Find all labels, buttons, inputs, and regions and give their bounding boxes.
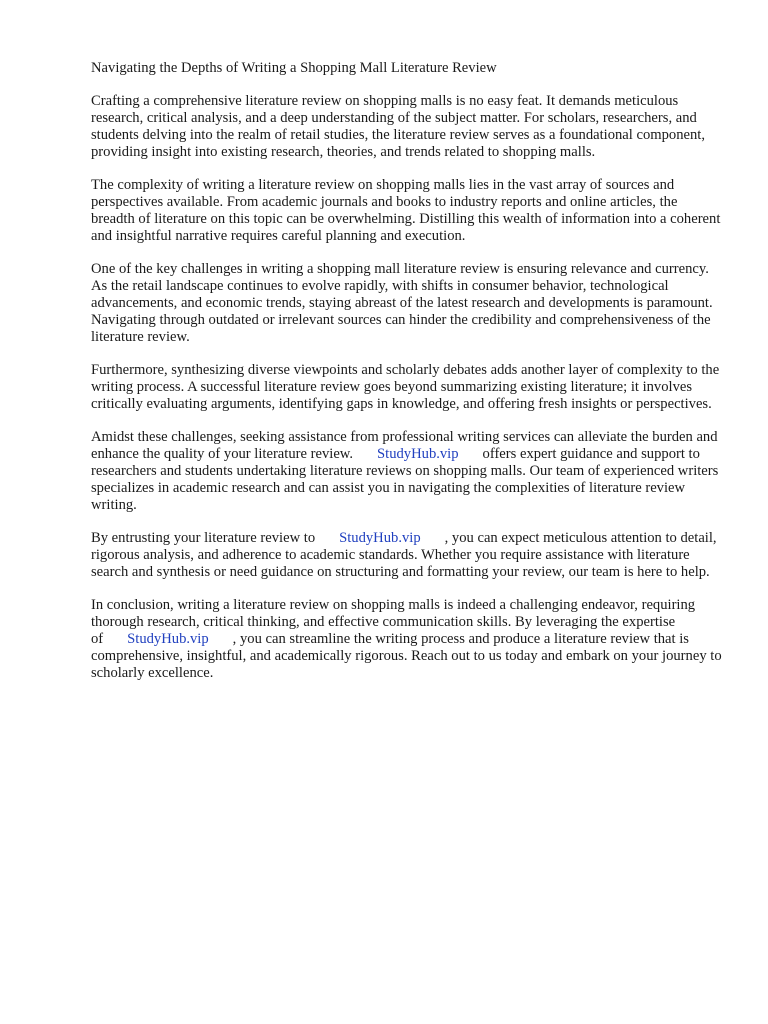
studyhub-link[interactable]: StudyHub.vip <box>127 631 209 647</box>
paragraph-relevance: One of the key challenges in writing a shopping mall literature review is ensuring relevance and currency. As the retail landscape continues to evolve rapidly, with shifts in consumer behavior, technological advancements, and economic trends, staying abreast of the latest research and developments is paramount. Navigating through outdated or irrelevant sources can hinder the credibility and comprehensiveness of the literature review. <box>91 261 713 345</box>
paragraph-entrusting-text-1: By entrusting your literature review to <box>91 530 316 546</box>
paragraph-conclusion-text-2: , you can streamline the writing process and produce a literature review that is comprehensive, insightful, and academically rigorous. Reach out to us today and embark on your journey to scholarly excellence. <box>91 631 722 681</box>
document-title: Navigating the Depths of Writing a Shopping Mall Literature Review <box>91 60 497 76</box>
paragraph-intro: Crafting a comprehensive literature review on shopping malls is no easy feat. It demands meticulous research, critical analysis, and a deep understanding of the subject matter. For scholars, researchers, and students delving into the realm of retail studies, the literature review serves as a foundational component, providing insight into existing research, theories, and trends related to shopping malls. <box>91 93 705 160</box>
paragraph-entrusting-text-2: , you can expect meticulous attention to detail, rigorous analysis, and adherence to academic standards. Whether you require assistance with literature search and synthesis or need guidance on structuring and formatting your review, our team is here to help. <box>91 530 717 580</box>
paragraph-conclusion-text-1: In conclusion, writing a literature review on shopping malls is indeed a challenging endeavor, requiring thorough research, critical thinking, and effective communication skills. By leveraging the expertise of <box>91 597 696 647</box>
paragraph-conclusion <box>91 597 723 682</box>
paragraph-synthesis: Furthermore, synthesizing diverse viewpoints and scholarly debates adds another layer of complexity to the writing process. A successful literature review goes beyond summarizing existing literature; it involves critically evaluating arguments, identifying gaps in knowledge, and offering fresh insights or perspectives. <box>91 362 720 412</box>
paragraph-complexity: The complexity of writing a literature review on shopping malls lies in the vast array of sources and perspectives available. From academic journals and books to industry reports and online articles, the breadth of literature on this topic can be overwhelming. Distilling this wealth of information into a coherent and insightful narrative requires careful planning and execution. <box>91 177 721 244</box>
paragraph-assistance <box>91 429 723 514</box>
paragraph-entrusting <box>91 530 723 581</box>
studyhub-link[interactable]: StudyHub.vip <box>339 530 421 546</box>
document-body <box>91 60 723 698</box>
studyhub-link[interactable]: StudyHub.vip <box>377 446 459 462</box>
paragraph-assistance-text-1: Amidst these challenges, seeking assistance from professional writing services can alleviate the burden and enhance the quality of your literature review. <box>91 429 718 462</box>
paragraph-assistance-text-2: offers expert guidance and support to researchers and students undertaking literature reviews on shopping malls. Our team of experienced writers specializes in academic research and can assist you in navigating the complexities of literature review writing. <box>91 446 719 513</box>
